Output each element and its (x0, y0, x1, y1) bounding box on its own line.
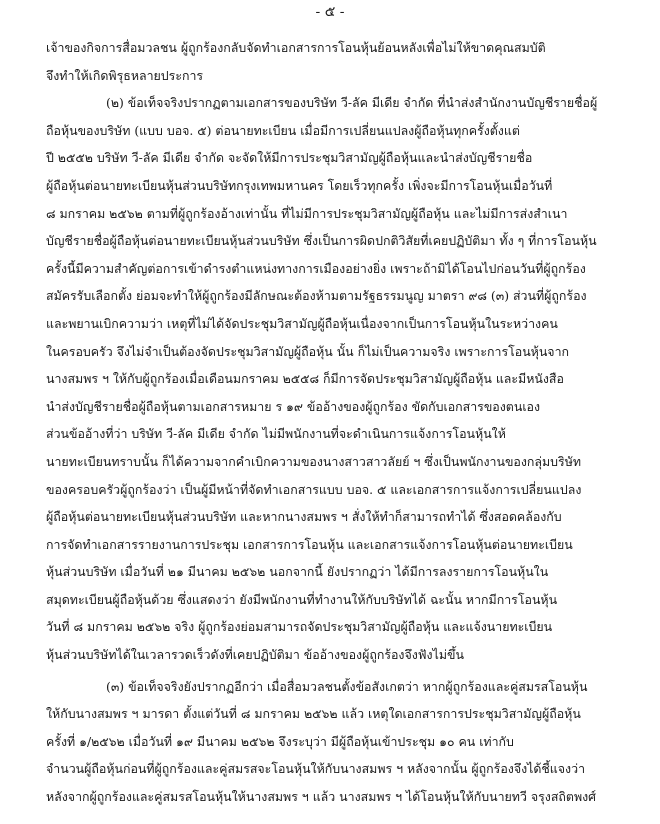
paragraph-3 (46, 673, 624, 811)
text-line: ถือหุ้นของบริษัท (แบบ บอจ. ๕) ต่อนายทะเบียน เมื่อมีการเปลี่ยนแปลงผู้ถือหุ้นทุกครั้งตั้งแต่ (46, 122, 520, 138)
text-line: นำส่งบัญชีรายชื่อผู้ถือหุ้นตามเอกสารหมาย ร ๑๙ ข้ออ้างของผู้ถูกร้อง ขัดกับเอกสารของตนเอง (46, 398, 541, 414)
text-line: จึงทำให้เกิดพิรุธหลายประการ (46, 67, 204, 83)
text-line: นางสมพร ฯ ให้กับผู้ถูกร้องเมื่อเดือนมกราคม ๒๕๕๘ ก็มีการจัดประชุมวิสามัญผู้ถือหุ้น และมีหนังสือ (46, 371, 564, 387)
text-line: ครั้งที่ ๑/๒๕๖๒ เมื่อวันที่ ๑๙ มีนาคม ๒๕๖๒ จึงระบุว่า มีผู้ถือหุ้นเข้าประชุม ๑๐ คน เท่ากับ (46, 733, 514, 749)
text-line: (๓) ข้อเท็จจริงยังปรากฏอีกว่า เมื่อสื่อมวลชนตั้งข้อสังเกตว่า หากผู้ถูกร้องและคู่สมรสโอนหุ้น (106, 678, 588, 694)
text-line: ๘ มกราคม ๒๕๖๒ ตามที่ผู้ถูกร้องอ้างเท่านั้น ที่ไม่มีการประชุมวิสามัญผู้ถือหุ้น และไม่มีการส่งสำเนา (46, 205, 568, 221)
text-line: ของครอบครัวผู้ถูกร้องว่า เป็นผู้มีหน้าที่จัดทำเอกสารแบบ บอจ. ๕ และเอกสารการแจ้งการเปลี่ยนแปลง (46, 481, 582, 497)
text-line: ปี ๒๕๕๒ บริษัท วี-ลัค มีเดีย จำกัด จะจัดให้มีการประชุมวิสามัญผู้ถือหุ้นและนำส่งบัญชีรายชื่อ (46, 150, 533, 166)
text-line: หลังจากผู้ถูกร้องและคู่สมรสโอนหุ้นให้นางสมพร ฯ แล้ว นางสมพร ฯ ได้โอนหุ้นให้กับนายทวี จรุงสถิตพงศ์ (46, 789, 597, 805)
text-line: ครั้งนี้มีความสำคัญต่อการเข้าดำรงตำแหน่งทางการเมืองอย่างยิ่ง เพราะถ้ามิได้โอนไปก่อนวันที่ผู้ถูกร้อง (46, 260, 586, 276)
text-line: หุ้นส่วนบริษัท เมื่อวันที่ ๒๑ มีนาคม ๒๕๖๒ นอกจากนี้ ยังปรากฏว่า ได้มีการลงรายการโอนหุ้นใน (46, 564, 549, 580)
text-line: หุ้นส่วนบริษัทได้ในเวลารวดเร็วดังที่เคยปฏิบัติมา ข้ออ้างของผู้ถูกร้องจึงฟังไม่ขึ้น (46, 647, 464, 663)
text-line: ส่วนข้ออ้างที่ว่า บริษัท วี-ลัค มีเดีย จำกัด ไม่มีพนักงานที่จะดำเนินการแจ้งการโอนหุ้นให้ (46, 426, 506, 442)
text-line: เจ้าของกิจการสื่อมวลชน ผู้ถูกร้องกลับจัดทำเอกสารการโอนหุ้นย้อนหลังเพื่อไม่ให้ขาดคุณสมบัติ (46, 40, 546, 55)
text-line: (๒) ข้อเท็จจริงปรากฏตามเอกสารของบริษัท วี-ลัค มีเดีย จำกัด ที่นำส่งสำนักงานบัญชีรายชื่อผู้ (106, 95, 598, 111)
text-line: ในครอบครัว จึงไม่จำเป็นต้องจัดประชุมวิสามัญผู้ถือหุ้น นั้น ก็ไม่เป็นความจริง เพราะการโอนหุ้นจาก (46, 343, 570, 359)
body-text (46, 34, 624, 811)
text-line: การจัดทำเอกสารรายงานการประชุม เอกสารการโอนหุ้น และเอกสารแจ้งการโอนหุ้นต่อนายทะเบียน (46, 536, 573, 552)
paragraph-2 (46, 89, 624, 668)
paragraph-1 (46, 34, 624, 89)
text-line: ผู้ถือหุ้นต่อนายทะเบียนหุ้นส่วนบริษัทกรุงเทพมหานคร โดยเร็วทุกครั้ง เพิ่งจะมีการโอนหุ้นเมื่อวันที่ (46, 177, 553, 193)
text-line: นายทะเบียนทราบนั้น ก็ได้ความจากคำเบิกความของนางสาวสาวลัยย์ ฯ ซึ่งเป็นพนักงานของกลุ่มบริษัท (46, 453, 582, 469)
page-number: - ๕ - (315, 4, 345, 20)
text-line: ผู้ถือหุ้นต่อนายทะเบียนหุ้นส่วนบริษัท และหากนางสมพร ฯ สั่งให้ทำก็สามารถทำได้ ซึ่งสอดคล้องกับ (46, 509, 562, 525)
text-line: สมัครรับเลือกตั้ง ย่อมจะทำให้ผู้ถูกร้องมีลักษณะต้องห้ามตามรัฐธรรมนูญ มาตรา ๙๘ (๓) ส่วนที่ผู้ถูกร้อง (46, 288, 587, 304)
text-line: และพยานเบิกความว่า เหตุที่ไม่ได้จัดประชุมวิสามัญผู้ถือหุ้นเนื่องจากเป็นการโอนหุ้นในระหว่างคน (46, 315, 558, 331)
text-line: จำนวนผู้ถือหุ้นก่อนที่ผู้ถูกร้องและคู่สมรสจะโอนหุ้นให้กับนางสมพร ฯ หลังจากนั้น ผู้ถูกร้องจึงได้ชี้แจงว่า (46, 761, 586, 777)
text-line: สมุดทะเบียนผู้ถือหุ้นด้วย ซึ่งแสดงว่า ยังมีพนักงานที่ทำงานให้กับบริษัทได้ ฉะนั้น หากมีการโอนหุ้น (46, 591, 558, 607)
text-line: ให้กับนางสมพร ฯ มารดา ตั้งแต่วันที่ ๘ มกราคม ๒๕๖๒ แล้ว เหตุใดเอกสารการประชุมวิสามัญผู้ถือหุ้น (46, 706, 581, 722)
text-line: วันที่ ๘ มกราคม ๒๕๖๒ จริง ผู้ถูกร้องย่อมสามารถจัดประชุมวิสามัญผู้ถือหุ้น และแจ้งนายทะเบียน (46, 619, 553, 635)
text-line: บัญชีรายชื่อผู้ถือหุ้นต่อนายทะเบียนหุ้นส่วนบริษัท ซึ่งเป็นการผิดปกติวิสัยที่เคยปฏิบัติมา ทั้ง ๆ ที่การโอนหุ้น (46, 233, 597, 249)
